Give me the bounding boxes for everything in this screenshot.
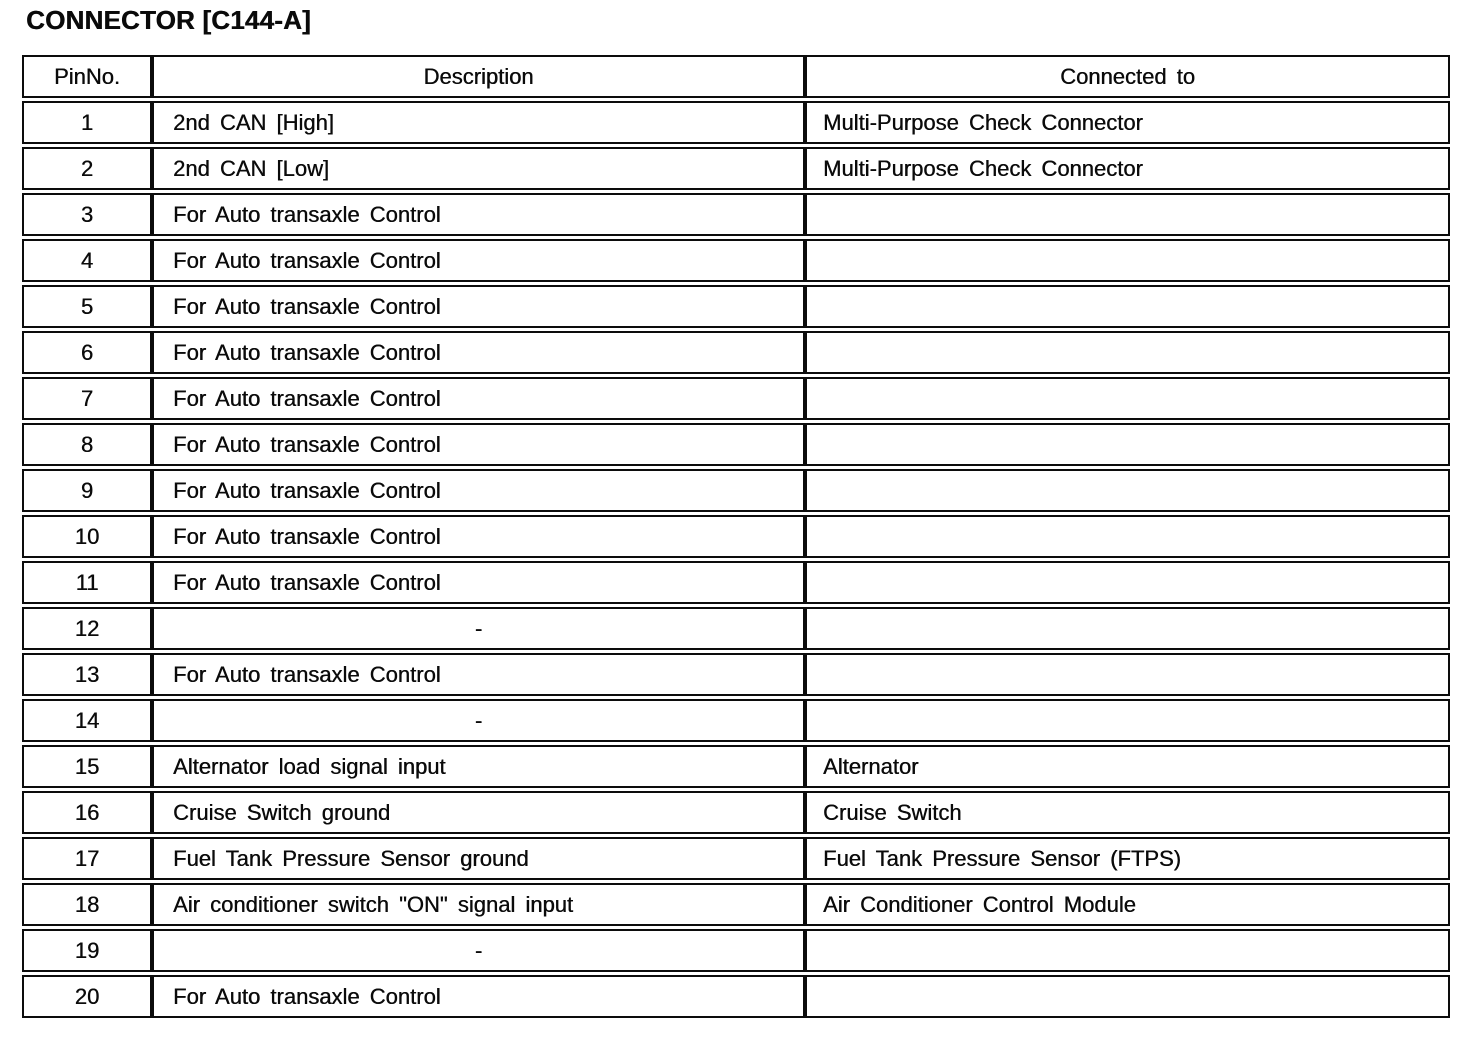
table-row <box>22 791 1450 834</box>
pin-number-cell: 1 <box>22 101 152 144</box>
pin-number-cell: 6 <box>22 331 152 374</box>
table-row <box>22 101 1450 144</box>
pin-number-cell: 20 <box>22 975 152 1018</box>
connected-to-cell: Multi-Purpose Check Connector <box>805 147 1450 190</box>
description-cell: For Auto transaxle Control <box>152 285 805 328</box>
connected-to-cell <box>805 929 1450 972</box>
table-row <box>22 745 1450 788</box>
column-header-pin-no: PinNo. <box>22 55 152 98</box>
connected-to-cell <box>805 515 1450 558</box>
description-cell: For Auto transaxle Control <box>152 515 805 558</box>
pin-number-cell: 12 <box>22 607 152 650</box>
table-row <box>22 515 1450 558</box>
pin-number-cell: 18 <box>22 883 152 926</box>
connected-to-cell <box>805 239 1450 282</box>
description-cell: For Auto transaxle Control <box>152 561 805 604</box>
connected-to-cell <box>805 331 1450 374</box>
description-cell: For Auto transaxle Control <box>152 239 805 282</box>
connected-to-cell <box>805 285 1450 328</box>
pin-number-cell: 14 <box>22 699 152 742</box>
connected-to-cell <box>805 377 1450 420</box>
table-header-row <box>22 55 1450 98</box>
column-header-connected-to: Connected to <box>805 55 1450 98</box>
description-cell: For Auto transaxle Control <box>152 469 805 512</box>
description-cell: For Auto transaxle Control <box>152 193 805 236</box>
table-row <box>22 285 1450 328</box>
table-row <box>22 377 1450 420</box>
pin-number-cell: 8 <box>22 423 152 466</box>
connected-to-cell <box>805 561 1450 604</box>
connected-to-cell: Air Conditioner Control Module <box>805 883 1450 926</box>
pin-number-cell: 7 <box>22 377 152 420</box>
table-row <box>22 837 1450 880</box>
connected-to-cell: Multi-Purpose Check Connector <box>805 101 1450 144</box>
pin-number-cell: 2 <box>22 147 152 190</box>
table-row <box>22 699 1450 742</box>
description-cell: - <box>152 607 805 650</box>
table-row <box>22 147 1450 190</box>
connected-to-cell <box>805 423 1450 466</box>
table-body <box>22 101 1450 1018</box>
table-row <box>22 883 1450 926</box>
connected-to-cell <box>805 193 1450 236</box>
table-row <box>22 975 1450 1018</box>
pin-number-cell: 15 <box>22 745 152 788</box>
description-cell: Alternator load signal input <box>152 745 805 788</box>
table-row <box>22 653 1450 696</box>
table-row <box>22 929 1450 972</box>
description-cell: - <box>152 929 805 972</box>
description-cell: - <box>152 699 805 742</box>
pin-number-cell: 3 <box>22 193 152 236</box>
pin-number-cell: 19 <box>22 929 152 972</box>
pin-number-cell: 4 <box>22 239 152 282</box>
pin-number-cell: 17 <box>22 837 152 880</box>
pin-number-cell: 5 <box>22 285 152 328</box>
table-row <box>22 607 1450 650</box>
table-row <box>22 469 1450 512</box>
pin-number-cell: 11 <box>22 561 152 604</box>
pin-number-cell: 10 <box>22 515 152 558</box>
connected-to-cell <box>805 975 1450 1018</box>
table-row <box>22 561 1450 604</box>
connected-to-cell <box>805 469 1450 512</box>
description-cell: For Auto transaxle Control <box>152 377 805 420</box>
connected-to-cell <box>805 653 1450 696</box>
description-cell: Fuel Tank Pressure Sensor ground <box>152 837 805 880</box>
description-cell: For Auto transaxle Control <box>152 331 805 374</box>
connected-to-cell <box>805 607 1450 650</box>
description-cell: For Auto transaxle Control <box>152 975 805 1018</box>
connected-to-cell: Fuel Tank Pressure Sensor (FTPS) <box>805 837 1450 880</box>
pin-number-cell: 9 <box>22 469 152 512</box>
table-row <box>22 331 1450 374</box>
column-header-description: Description <box>152 55 805 98</box>
pin-number-cell: 16 <box>22 791 152 834</box>
table-row <box>22 193 1450 236</box>
connected-to-cell: Alternator <box>805 745 1450 788</box>
connected-to-cell <box>805 699 1450 742</box>
description-cell: Air conditioner switch "ON" signal input <box>152 883 805 926</box>
description-cell: For Auto transaxle Control <box>152 423 805 466</box>
description-cell: 2nd CAN [High] <box>152 101 805 144</box>
table-row <box>22 239 1450 282</box>
connector-pin-table <box>22 52 1450 1021</box>
table-row <box>22 423 1450 466</box>
connected-to-cell: Cruise Switch <box>805 791 1450 834</box>
description-cell: For Auto transaxle Control <box>152 653 805 696</box>
pin-number-cell: 13 <box>22 653 152 696</box>
page-title: CONNECTOR [C144-A] <box>26 5 311 35</box>
description-cell: 2nd CAN [Low] <box>152 147 805 190</box>
description-cell: Cruise Switch ground <box>152 791 805 834</box>
